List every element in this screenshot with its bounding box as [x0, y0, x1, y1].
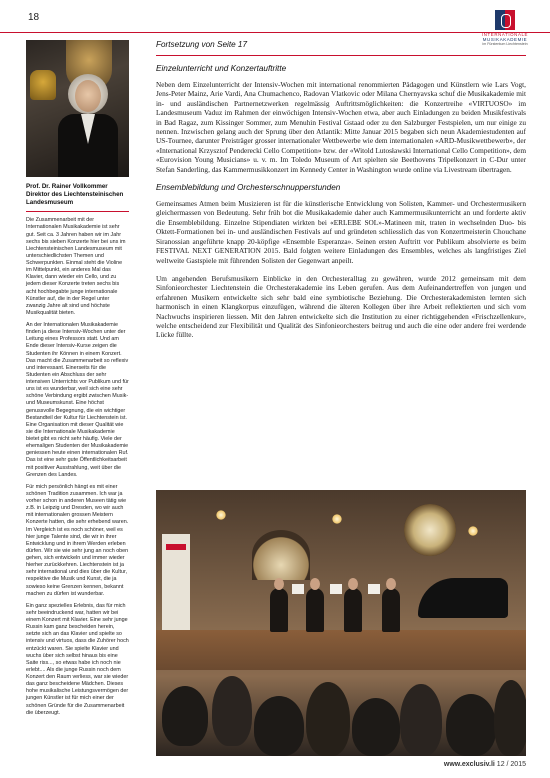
sidebar-paragraph: Die Zusammenarbeit mit der Internationalen Musikakademie ist sehr gut. Seit ca. 3 Jahren haben wir im Jahr sechs bis sieben Konzerte hier bei uns im Liechtensteinischen Landesmuseum mit unterschiedlichsten Themen und Schwerpunkten. Einmal steht die Violine im Mittelpunkt, ein anderes Mal das Klavier, dann wieder ein Cello, und zu jedem dieser Konzerte treten sechs bis acht hochbegabte junge internationale Künstler auf, die in der Regel unter zwanzig Jahre alt sind und höchste Musikqualität bieten.	[26, 217, 126, 316]
academy-logo-icon	[495, 10, 515, 30]
article-paragraph: Gemeinsames Atmen beim Musizieren ist für die künstlerische Entwicklung von Solisten, Kammer- und Orchestermusikern gleichermassen von Bedeutung. Sehr früh bot die Musikakademie daher auch Kammermusikunterricht an und forderte aktiv die Ensemblebildung. Einzelne Stipendiaten wirkten bei «ERLEBE SOL»-Matineen mit, traten in wechselnden Duo- bis Oktett-Formationen bei in- und ausländischen Festivals auf und gründeten schliesslich das von Konzertmeisterin Chouchane Siranossian angeführte knapp 20-köpfige «Ensemble Esperanza». Seinen ersten Auftritt vor Publikum absolvierte es beim FESTIVAL NEXT GENERATION 2015. Bald folgten weitere Einladungen des Ensembles, welches als langfristiges Ziel weltweite Gastspiele mit führenden Solisten der Gegenwart anpeilt.	[156, 199, 526, 265]
caption-name: Prof. Dr. Rainer Vollkommer	[26, 183, 108, 190]
logo-line-2: MUSIKAKADEMIE	[482, 37, 528, 43]
sidebar-paragraph: Für mich persönlich hängt es mit einer schönen Tradition zusammen. Ich war ja vorher schon in anderen Museen tätig wie z.B. in Leipzig und Dresden, wo wir auch mit internationalen grossen Meistern Konzerte hatten, die sehr erhebend waren. Im Vergleich ist es noch schöner, weil es hier junge Talente sind, die wir in ihrer Entwicklung und in ihrem Werden erleben dürfen. Wir sie wie sehr jung an noch oben gehen, sich entwickeln und immer wieder hierher zurückkehren. Liechtenstein ist ja sehr international und dies über die Kultur, respektive die Musik und Kunst, die ja sowieso keine Grenzen kennen, bekannt machen zu dürfen ist wunderbar.	[26, 483, 129, 597]
sidebar-interview	[26, 40, 129, 722]
continuation-note: Fortsetzung von Seite 17	[156, 40, 248, 49]
sidebar-paragraph: An der Internationalen Musikakademie finden ja diese Intensiv-Wochen unter der Leitung eines Professors statt. Und am Ende dieser Intensiv-Kurse zeigen die Studenten ihr Können in einem Konzert. Das macht die Zusammenarbeit so reflexiv und interessant. Einerseits für die Studenten ein Abschluss der sehr intensiven Unterrichts vor Publikum und für uns ist es wunderbar, weil sich eine sehr schöne Verbindung ergibt zwischen Musik- und Museumskunst. Eine höchst genussvolle Begegnung, die ein wichtiger Bestandteil der Kultur für Liechtenstein ist. Eine Organisation mit dieser Qualität wie sie die Internationale Musikakademie bietet gibt es nicht sehr häufig. Viele der ehemaligen Studenten der Musikakademie geniessen heute einen internationalen Ruf. Das ist eine sehr gute Öffentlichkeitsarbeit mit positiver Ausstrahlung, weit über die Grenzen des Landes.	[26, 322, 129, 478]
concert-photo	[156, 490, 526, 756]
footer-site: www.exclusiv.li	[443, 761, 495, 768]
sidebar-paragraph: Ein ganz spezielles Erlebnis, das für mich sehr beeindruckend war, hatten wir bei einem Konzert mit Klavier. Eine sehr junge Russin kam ganz bescheiden herein, setzte sich an das Klavier und spielte so intensiv und virtuos, dass die Zuhörer hoch entzückt waren. Sie spielte Klavier und wuchs über sich selbst hinaus bis eine Saite riss..., so etwas habe ich noch nie erlebt.... Als die junge Russin noch dem Konzert den Raum verliess, war sie wieder das ganz bescheidene Mädchen. Dieses hohe musikalische Leistungsvermögen der jungen Künstler ist für mich einer der schönen Gründe für die Zusammenarbeit die überzeugt.	[26, 602, 129, 716]
section-rule	[156, 55, 526, 56]
header-rule	[0, 32, 550, 33]
article-paragraph: Um angehenden Berufsmusikern Einblicke in den Orchesteralltag zu gewähren, wurde 2012 gemeinsam mit dem Sinfonieorchester Liechtenstein die Orchesterakademie ins Leben gerufen. Aus dem Aufeinandertreffen von jungen und erfahrenen Musikern entwickelte sich sehr bald eine symbiotische Beziehung. Die Orchesterakademisten lernten sich harmonisch in einen Klangkorpus einzufügen, während die älteren Kollegen über ihre Arbeit reflektierten und sich vom Nachwuchs inspirieren liessen. Mit den Jahren entwickelte sich die Institution zu einer richtiggehenden «Frischzellenkur», welche entscheidend zur Flexibilität und Qualität des Sinfonieorchesters beitrug und auch die eine oder andere frei werdende Lücke füllte.	[156, 273, 526, 340]
article-paragraph: Neben dem Einzelunterricht der Intensiv-Wochen mit international renommierten Pädagogen und Künstlern wie Lars Vogt, Jens-Peter Mainz, Arie Vardi, Ana Chumachenco, Radovan Vlatkovic oder Milana Chernyavska schuf die Musikakademie mit in- und ausländischen Partnernetzwerken regelmässig Auftrittsmöglichkeiten: die Konzertreihe «VIRTUOSO» im Landesmuseum Vaduz im Rahmen der einwöchigen Intensiv-Wochen etwa, aber auch Einladungen zu beiden Musikfestivals in Bad Ragaz, zum Kissinger Sommer, zum Menuhin Festival Gstaad oder zu den Salzburger Festspielen, um nur einige zu nennen. Inzwischen gelang auch der Sprung über den Atlantik: Mitte Januar 2015 begaben sich neun Akademiestudenten auf US-Tournee, darunter Preisträger grosser internationaler Wettbewerbe wie dem internationalen «ARD-Musikwettbewerb», der «International Krzysztof Penderecki Cello Competition» bzw. der «Witold Lutosławski International Cello Competition», dem «Eurovision Young Musicians» u. v. m. Im Toledo Museum of Art spielten sie Beethovens Tripelkonzert in C-Dur unter Stefan Sanderling, das Kammermusikkonzert im Kennedy Center in Washington wurde online via Livestream übertragen.	[156, 80, 526, 174]
page-number: 18	[28, 12, 40, 23]
portrait-caption	[26, 183, 129, 206]
caption-title: Direktor des Liechtensteinischen Landesmuseum	[26, 190, 124, 206]
sidebar-rule	[26, 211, 129, 212]
footer-issue: 12 / 2015	[496, 761, 526, 768]
page-footer	[444, 761, 526, 768]
section-heading: Ensemblebildung und Orchesterschnupperstunden	[156, 183, 341, 193]
logo-line-3: im Fürstentum Liechtenstein	[482, 42, 528, 47]
main-article	[156, 40, 526, 349]
section-heading: Einzelunterricht und Konzertauftritte	[156, 64, 287, 73]
portrait-photo	[26, 40, 129, 177]
logo-line-1: INTERNATIONALE	[481, 32, 529, 37]
